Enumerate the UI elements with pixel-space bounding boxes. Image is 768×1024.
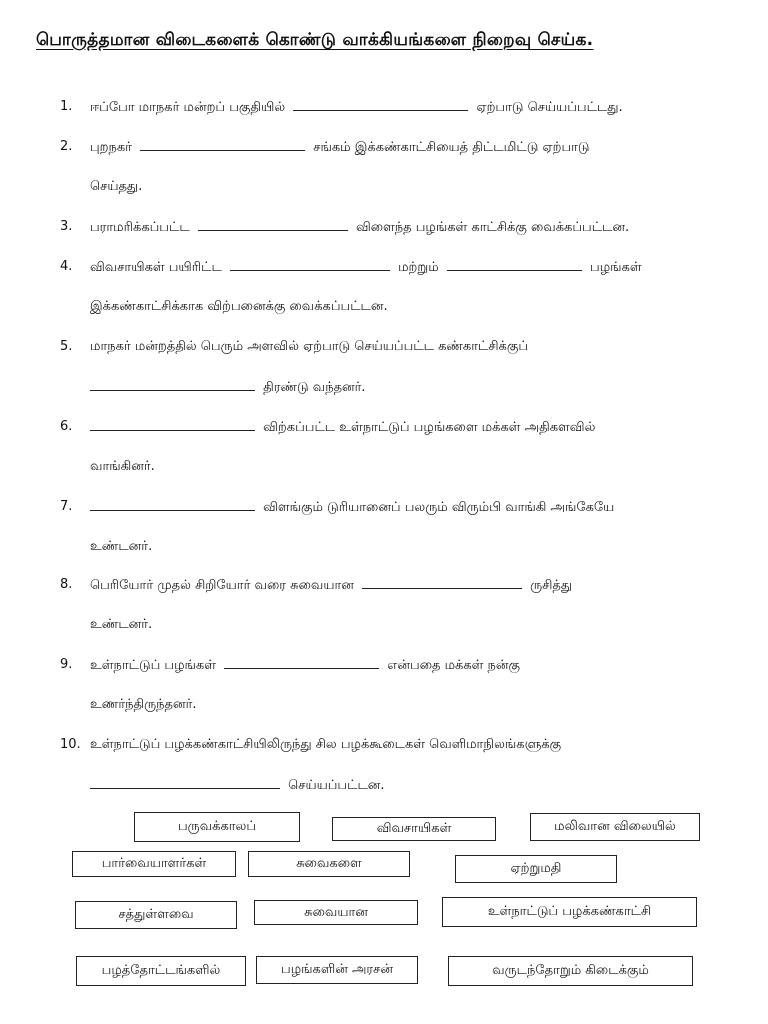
question-number: 10. xyxy=(60,737,81,752)
answer-blank[interactable] xyxy=(293,98,468,111)
question-number: 6. xyxy=(60,419,73,434)
question-3 xyxy=(90,218,629,237)
question-text: விவசாயிகள் பயிரிட்ட xyxy=(90,260,222,275)
question-text: ருசித்து xyxy=(530,578,573,593)
question-text-continuation: செய்தது. xyxy=(90,179,143,194)
question-7 xyxy=(90,498,614,517)
question-number: 1. xyxy=(60,99,73,114)
question-text: ஈப்போ மாநகர் மன்றப் பகுதியில் xyxy=(90,100,286,115)
answer-option-box[interactable]: மலிவான விலையில் xyxy=(530,813,700,841)
question-text: பெரியோர் முதல் சிறியோர் வரை சுவையான xyxy=(90,578,354,593)
question-4 xyxy=(90,258,642,277)
question-text: ஏற்பாடு செய்யப்பட்டது. xyxy=(476,100,623,115)
question-text: என்பதை மக்கள் நன்கு xyxy=(387,658,520,673)
answer-option-box[interactable]: சத்துள்ளவை xyxy=(75,901,237,929)
question-text: விளங்கும் டுரியானைப் பலரும் விரும்பி வாங்கி அங்கேயே xyxy=(263,500,615,515)
question-10: உள்நாட்டுப் பழக்கண்காட்சியிலிருந்து சில பழக்கூடைகள் வெளிமாநிலங்களுக்கு xyxy=(90,737,562,752)
answer-blank[interactable] xyxy=(447,258,582,271)
question-text-continuation: இக்கண்காட்சிக்காக விற்பனைக்கு வைக்கப்பட்டன. xyxy=(90,299,388,314)
answer-option-box[interactable]: சுவைகளை xyxy=(248,851,410,877)
question-text: சங்கம் இக்கண்காட்சியைத் திட்டமிட்டு ஏற்பாடு xyxy=(313,140,590,155)
answer-option-box[interactable]: ஏற்றுமதி xyxy=(455,855,617,883)
question-1 xyxy=(90,98,623,117)
question-text: உள்நாட்டுப் பழங்கள் xyxy=(90,658,216,673)
question-text: விற்கப்பட்ட உள்நாட்டுப் பழங்களை மக்கள் அதிகளவில் xyxy=(263,420,596,435)
question-5: மாநகர் மன்றத்தில் பெரும் அளவில் ஏற்பாடு செய்யப்பட்ட கண்காட்சிக்குப் xyxy=(90,339,529,354)
question-text: விளைந்த பழங்கள் காட்சிக்கு வைக்கப்பட்டன. xyxy=(355,220,630,235)
question-text-continuation: உணர்ந்திருந்தனர். xyxy=(90,697,197,712)
answer-blank[interactable] xyxy=(90,378,255,391)
answer-blank[interactable] xyxy=(230,258,390,271)
answer-option-box[interactable]: பருவக்காலப் xyxy=(134,812,300,842)
question-5-continuation xyxy=(90,378,366,397)
answer-blank[interactable] xyxy=(362,576,522,589)
answer-blank[interactable] xyxy=(140,138,305,151)
answer-option-box[interactable]: விவசாயிகள் xyxy=(332,817,496,841)
question-text: பழங்கள் xyxy=(590,260,642,275)
answer-option-box[interactable]: பழங்களின் அரசன் xyxy=(256,956,418,984)
question-text-continuation: வாங்கினர். xyxy=(90,459,155,474)
question-text: திரண்டு வந்தனர். xyxy=(263,380,366,395)
question-9 xyxy=(90,656,520,675)
question-text: பராமரிக்கப்பட்ட xyxy=(90,220,190,235)
answer-blank[interactable] xyxy=(90,498,255,511)
question-number: 7. xyxy=(60,499,73,514)
question-number: 5. xyxy=(60,339,73,354)
question-10-continuation xyxy=(90,776,385,795)
answer-blank[interactable] xyxy=(198,218,348,231)
worksheet-title: பொருத்தமான விடைகளைக் கொண்டு வாக்கியங்களை நிறைவு செய்க. xyxy=(36,30,594,50)
question-number: 4. xyxy=(60,259,73,274)
question-text: செய்யப்பட்டன. xyxy=(288,778,385,793)
answer-blank[interactable] xyxy=(90,776,280,789)
answer-option-box[interactable]: வருடந்தோறும் கிடைக்கும் xyxy=(448,956,693,986)
question-6 xyxy=(90,418,595,437)
answer-option-box[interactable]: பழத்தோட்டங்களில் xyxy=(76,956,246,986)
question-number: 3. xyxy=(60,219,73,234)
answer-option-box[interactable]: உள்நாட்டுப் பழக்கண்காட்சி xyxy=(442,897,697,927)
question-text-continuation: உண்டனர். xyxy=(90,617,153,632)
question-2 xyxy=(90,138,590,157)
question-number: 9. xyxy=(60,657,73,672)
question-8 xyxy=(90,576,572,595)
answer-option-box[interactable]: சுவையான xyxy=(254,900,418,925)
answer-blank[interactable] xyxy=(224,656,379,669)
question-text: மற்றும் xyxy=(398,260,439,275)
question-text-continuation: உண்டனர். xyxy=(90,539,153,554)
answer-blank[interactable] xyxy=(90,418,255,431)
answer-option-box[interactable]: பார்வையாளர்கள் xyxy=(72,851,236,877)
question-text: புறநகர் xyxy=(90,140,132,155)
question-number: 8. xyxy=(60,577,73,592)
question-number: 2. xyxy=(60,139,73,154)
